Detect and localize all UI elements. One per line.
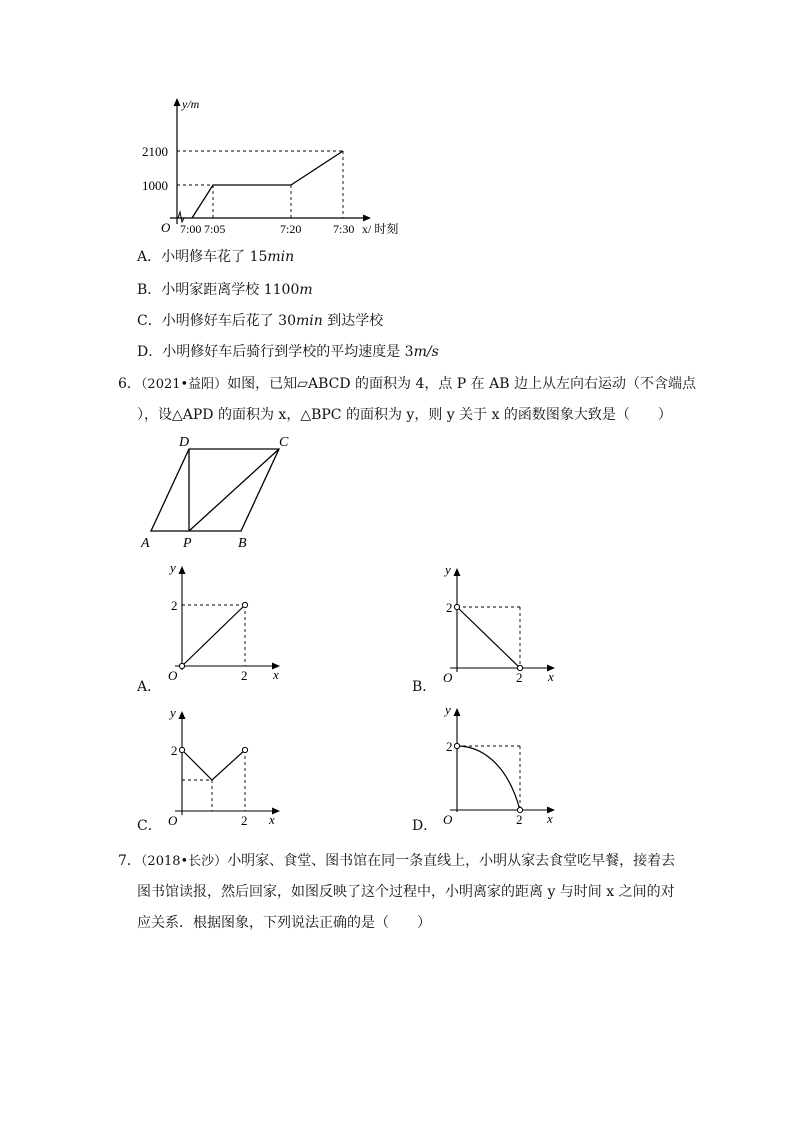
y-tick-2100: 2100 [142, 144, 168, 159]
q6-stem-line1: 6．（2021•益阳）如图，已知▱ABCD 的面积为 4，点 P 在 AB 边上从左向右运动（不含端点 [118, 376, 696, 392]
q6-option-a-graph[interactable] [160, 558, 290, 688]
open-endpoint [179, 747, 184, 752]
graph-line [182, 605, 245, 666]
graph-line [457, 607, 520, 668]
open-endpoint [454, 743, 459, 748]
x-tick-705: 7:05 [204, 222, 226, 236]
q6-option-b-graph[interactable] [435, 560, 565, 690]
q6-option-a-label[interactable]: A． [137, 679, 162, 695]
x-axis-label: x/ 时刻 [362, 222, 399, 236]
origin-label: O [443, 670, 453, 685]
y-tick: 2 [446, 739, 453, 754]
q6-option-c-graph[interactable] [160, 703, 290, 833]
y-label: y [445, 562, 451, 577]
y-tick: 2 [171, 598, 178, 613]
parallelogram-figure [138, 430, 298, 555]
origin-label: O [168, 813, 178, 828]
origin-label: O [443, 812, 453, 827]
open-endpoint [242, 602, 247, 607]
x-tick-720: 7:20 [280, 222, 302, 236]
axis-break [178, 212, 184, 222]
q6-option-d-label[interactable]: D． [412, 818, 438, 834]
parallelogram-abcd [151, 449, 279, 531]
vertex-a-label: A [141, 536, 150, 551]
vertex-p-label: P [183, 536, 192, 551]
open-endpoint [242, 747, 247, 752]
y-label: y [170, 705, 176, 720]
y-tick-1000: 1000 [142, 178, 168, 193]
q7-stem-line1: 7．（2018•长沙）小明家、食堂、图书馆在同一条直线上，小明从家去食堂吃早餐，接着去 [118, 853, 676, 869]
x-tick: 2 [241, 668, 248, 683]
y-axis-arrow [179, 566, 186, 574]
y-tick: 2 [171, 743, 178, 758]
y-label: y [170, 560, 176, 575]
distance-time-graph [140, 92, 420, 242]
distance-line [192, 151, 343, 218]
q7-stem-line2: 图书馆读报，然后回家，如图反映了这个过程中，小明离家的距离 y 与时间 x 之间的对 [137, 884, 675, 900]
x-axis-arrow [363, 215, 371, 222]
y-axis-arrow [454, 708, 461, 716]
segment-pc [189, 449, 279, 531]
vertex-b-label: B [238, 536, 247, 551]
vertex-d-label: D [179, 435, 190, 450]
q5-option-b[interactable]: B．小明家距离学校 1100m [137, 282, 313, 298]
x-tick: 2 [516, 812, 523, 827]
graph-curve [457, 746, 520, 810]
q7-stem-line3: 应关系．根据图象，下列说法正确的是（ ） [137, 915, 431, 931]
y-label: y [445, 702, 451, 717]
x-label: x [547, 811, 553, 826]
x-label: x [273, 667, 279, 682]
x-tick-700: 7:00 [180, 222, 202, 236]
origin-label: O [161, 220, 171, 235]
q6-option-d-graph[interactable] [435, 700, 565, 830]
q5-option-a[interactable]: A．小明修车花了 15min [137, 249, 295, 265]
q6-stem-line2: ），设△APD 的面积为 x，△BPC 的面积为 y，则 y 关于 x 的函数图象大致是（ ） [137, 407, 672, 423]
y-axis-arrow [454, 568, 461, 576]
y-axis-arrow [179, 711, 186, 719]
origin-label: O [168, 668, 178, 683]
graph-line [182, 750, 245, 780]
x-label: x [269, 812, 275, 827]
q6-option-c-label[interactable]: C． [137, 818, 162, 834]
y-axis-label: y/m [182, 97, 200, 111]
y-tick: 2 [446, 600, 453, 615]
open-endpoint [179, 663, 184, 668]
q6-option-b-label[interactable]: B． [412, 679, 437, 695]
x-label: x [548, 669, 554, 684]
q5-option-d[interactable]: D．小明修好车后骑行到学校的平均速度是 3m/s [137, 344, 439, 360]
q5-option-c[interactable]: C．小明修好车后花了 30min 到达学校 [137, 313, 384, 329]
y-axis-arrow [174, 98, 181, 106]
x-tick: 2 [516, 670, 523, 685]
x-tick: 2 [241, 813, 248, 828]
open-endpoint [454, 604, 459, 609]
x-tick-730: 7:30 [333, 222, 355, 236]
vertex-c-label: C [279, 435, 289, 450]
